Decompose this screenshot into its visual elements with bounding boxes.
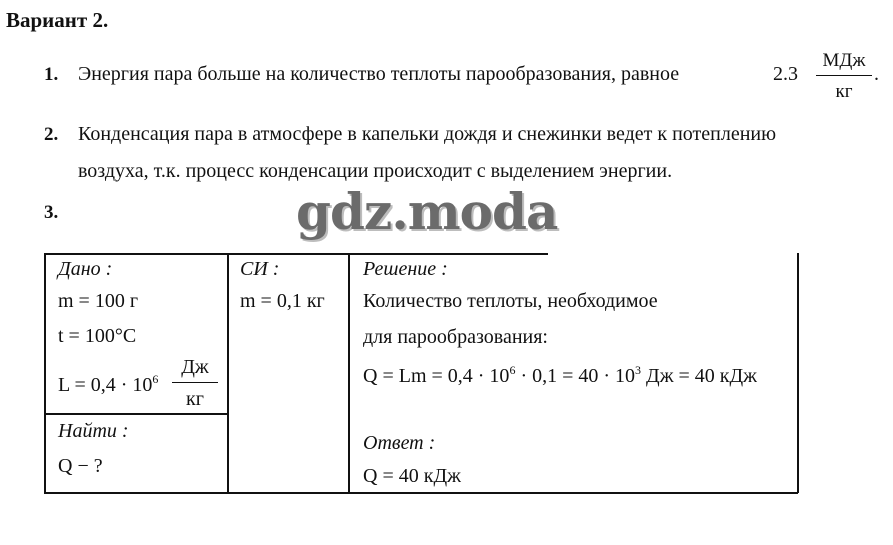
dano-mass: m = 100 г [58,290,139,312]
column-divider-2 [348,253,350,493]
dano-latent-heat [58,372,158,397]
dano-latent-heat-unit [172,356,218,411]
si-mass: m = 0,1 кг [240,290,325,312]
column-divider-1 [227,253,229,493]
dano-divider [44,413,228,415]
item-3-number: 3. [44,202,59,223]
item-2-number: 2. [44,124,59,145]
dano-unit-denominator: кг [172,382,218,411]
item-1-unit-numerator: МДж [822,50,866,71]
table-top-border [44,253,548,255]
item-1-number: 1. [44,64,59,85]
solution-line-1: Количество теплоты, необходимое [363,290,658,312]
item-1-period: . [874,63,879,85]
item-2-line-2: воздуха, т.к. процесс конденсации происходит с выделением энергии. [78,160,673,182]
item-1-text: Энергия пара больше на количество теплоты парообразования, равное [78,63,680,85]
solution-header: Решение : [363,258,448,280]
formula-part-1: Q = Lm = 0,4 · 10 [363,365,510,387]
variant-title: Вариант 2. [6,8,109,32]
item-1-value: 2.3 [773,63,798,85]
formula-exponent-1: 6 [509,363,516,377]
table-bottom-border [44,492,798,494]
solution-line-2: для парообразования: [363,326,548,348]
answer-value: Q = 40 кДж [363,465,461,487]
dano-latent-heat-exponent: 6 [152,372,159,386]
watermark-logo: gdz.moda [296,182,558,241]
table-left-border [44,253,46,493]
find-quantity: Q − ? [58,455,103,477]
answer-header: Ответ : [363,432,436,454]
find-header: Найти : [58,420,129,442]
dano-temperature: t = 100°C [58,325,137,347]
si-header: СИ : [240,258,280,280]
formula-part-3: Дж = 40 кДж [641,365,757,387]
item-1-unit-fraction [816,50,872,103]
table-right-border [797,253,799,493]
formula-part-2: · 0,1 = 40 · 10 [515,365,636,387]
formula-exponent-2: 3 [635,363,642,377]
item-1-unit-denominator: кг [816,75,872,103]
solution-formula [363,363,757,388]
item-2-line-1: Конденсация пара в атмосфере в капельки дождя и снежинки ведет к потеплению [78,123,777,145]
dano-unit-numerator: Дж [181,356,209,378]
dano-latent-heat-value: L = 0,4 · 10 [58,374,153,396]
dano-header: Дано : [58,258,113,280]
